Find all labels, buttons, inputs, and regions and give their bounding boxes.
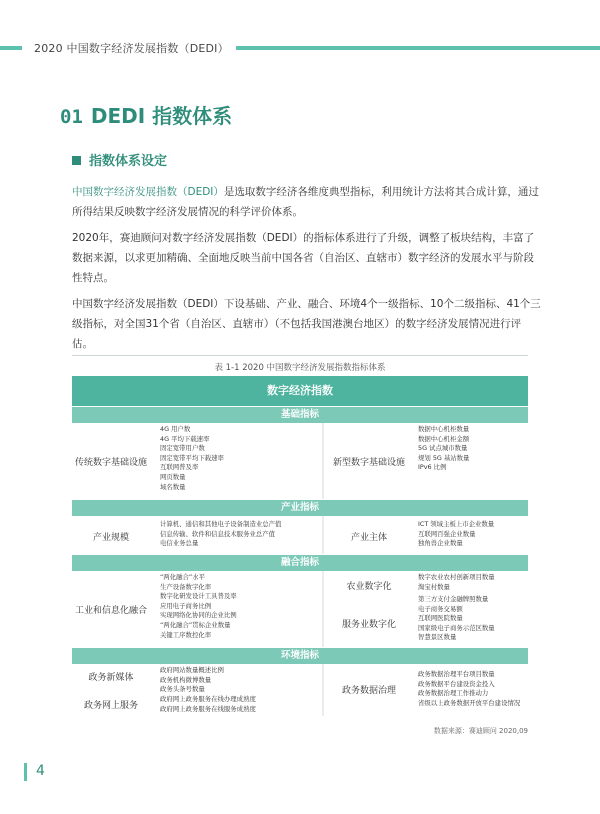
indicator-item: 政府网上政务服务在线服务成熟度 bbox=[160, 704, 256, 713]
indicator-item: 域名数量 bbox=[160, 482, 186, 491]
indicator-item: 政府网站数量概述比例 bbox=[160, 666, 224, 674]
indicator-item: “两化融合”水平 bbox=[160, 573, 205, 581]
header-accent-bar-left bbox=[0, 46, 22, 50]
band-environment bbox=[72, 664, 528, 716]
indicator-item: 数字农业农村创新项目数量 bbox=[418, 573, 495, 581]
indicator-item: 关键工序数控化率 bbox=[160, 630, 212, 639]
paragraph-3: 中国数字经济发展指数（DEDI）下设基础、产业、融合、环境4个一级指标、10个二级指标、41个三级指标，对全国31个省（自治区、直辖市）（不包括我国港澳台地区）的数字经济发展情况进行评估。 bbox=[72, 298, 541, 350]
indicator-item: 计算机、通信和其他电子设备制造业总产值 bbox=[160, 520, 282, 528]
paragraph-2: 2020年，赛迪顾问对数字经济发展指数（DEDI）的指标体系进行了升级，调整了板块结构，丰富了数据来源，以求更加精确、全面地反映当前中国各省（自治区、直辖市）数字经济的发展水平与阶段性特点。 bbox=[72, 232, 535, 284]
indicator-item: 数据中心机柜金额 bbox=[418, 434, 470, 443]
column-divider bbox=[322, 571, 324, 647]
indicator-list bbox=[418, 670, 520, 708]
indicator-list bbox=[160, 425, 224, 492]
table-caption: 表 1-1 2020 中国数字经济发展指数指标体系 bbox=[214, 363, 386, 373]
indicator-item: 4G 平均下载速率 bbox=[160, 434, 210, 443]
label-industry-subject: 产业主体 bbox=[350, 533, 387, 543]
indicator-item: 固定宽带平均下载速率 bbox=[160, 453, 224, 462]
square-bullet-icon bbox=[72, 156, 81, 165]
indicator-item: 互联网医院数量 bbox=[418, 614, 463, 623]
section-number: 01 bbox=[60, 106, 83, 128]
section-title-text: DEDI 指数体系 bbox=[90, 104, 233, 128]
indicator-item: 政务数据治理平台项目数量 bbox=[418, 670, 495, 678]
column-divider bbox=[322, 664, 324, 716]
label-gov-online-service: 政务网上服务 bbox=[83, 701, 138, 711]
indicator-list bbox=[418, 573, 495, 592]
header-accent-bar-right bbox=[236, 46, 600, 50]
indicator-item: 政府网上政务服务在线办理成熟度 bbox=[160, 695, 256, 703]
indicator-list bbox=[418, 595, 495, 643]
indicator-item: 5G 试点城市数量 bbox=[418, 444, 468, 453]
indicator-item: 智慧景区数量 bbox=[418, 633, 457, 642]
paragraph-1 bbox=[72, 182, 542, 222]
label-gov-data-governance: 政务数据治理 bbox=[341, 686, 396, 696]
indicator-list bbox=[418, 520, 494, 549]
indicator-list bbox=[160, 695, 256, 714]
indicator-item: ICT 领域主板上市企业数量 bbox=[418, 520, 495, 528]
band-basic bbox=[72, 423, 528, 499]
indicator-item: 电子商务交易额 bbox=[418, 604, 463, 613]
indicator-item: 信息传输、软件和信息技术服务业总产值 bbox=[160, 529, 276, 538]
indicator-item: IPv6 比例 bbox=[418, 463, 447, 472]
subsection-title-text: 指数体系设定 bbox=[89, 154, 168, 169]
indicator-item: “两化融合”贯标企业数量 bbox=[160, 620, 231, 629]
indicator-item: 数据中心机柜数量 bbox=[418, 425, 470, 433]
indicator-list bbox=[160, 573, 237, 640]
indicator-item: 数字化研发设计工具普及率 bbox=[160, 592, 237, 601]
page-number-bar bbox=[24, 763, 27, 781]
label-industrial-fusion: 工业和信息化融合 bbox=[74, 606, 147, 616]
column-divider bbox=[322, 516, 324, 554]
band-industry bbox=[72, 516, 528, 554]
indicator-item: 网页数量 bbox=[160, 472, 186, 481]
indicator-item: 政务数据治理工作推动力 bbox=[418, 689, 489, 698]
indicator-item: 互联网普及率 bbox=[160, 463, 199, 472]
indicator-item: 应用电子商务比例 bbox=[160, 601, 212, 610]
indicator-item: 省级以上政务数据开放平台建设情况 bbox=[418, 698, 521, 707]
indicator-item: 生产设备数字化率 bbox=[160, 582, 212, 591]
indicator-list bbox=[418, 425, 469, 473]
table-separator-line bbox=[72, 355, 528, 356]
category-industry: 产业指标 bbox=[72, 500, 528, 516]
indicator-item: 淘宝村数量 bbox=[418, 582, 450, 591]
indicator-item: 政务头条号数量 bbox=[160, 685, 205, 694]
column-divider bbox=[322, 423, 324, 499]
category-basic: 基础指标 bbox=[72, 407, 528, 423]
label-service-digital: 服务业数字化 bbox=[341, 620, 396, 630]
label-industry-scale: 产业规模 bbox=[92, 533, 129, 543]
indicator-list bbox=[160, 520, 281, 549]
data-source-note: 数据来源：赛迪顾问 2020,09 bbox=[433, 727, 528, 735]
indicator-item: 政务数据平台建设资金投入 bbox=[418, 679, 495, 688]
paragraph-1-text: 是选取数字经济各维度典型指标，利用统计方法将其合成计算，通过所得结果反映数字经济发展情况的科学评价体系。 bbox=[72, 186, 539, 218]
subsection-title bbox=[72, 150, 167, 169]
label-agriculture-digital: 农业数字化 bbox=[346, 582, 392, 592]
index-system-table bbox=[72, 376, 528, 716]
section-title bbox=[60, 100, 232, 129]
indicator-item: 电信业务总量 bbox=[160, 539, 199, 548]
indicator-item: 固定宽带用户数 bbox=[160, 444, 205, 453]
page-number: 4 bbox=[36, 763, 45, 779]
label-gov-new-media: 政务新媒体 bbox=[88, 673, 134, 683]
label-traditional-infra: 传统数字基础设施 bbox=[74, 458, 147, 468]
indicator-item: 国家级电子商务示范区数量 bbox=[418, 623, 495, 632]
running-header-title: 2020 中国数字经济发展指数（DEDI） bbox=[34, 42, 229, 55]
indicator-item: 政务机构微博数量 bbox=[160, 675, 212, 684]
indicator-item: 规划 5G 基站数量 bbox=[418, 453, 470, 462]
indicator-item: 互联网百强企业数量 bbox=[418, 529, 476, 538]
table-header: 数字经济指数 bbox=[72, 376, 528, 406]
indicator-item: 4G 用户数 bbox=[160, 425, 191, 433]
indicator-item: 独角兽企业数量 bbox=[418, 539, 463, 548]
paragraph-1-highlight: 中国数字经济发展指数（DEDI） bbox=[72, 186, 224, 198]
indicator-item: 实现网络化协同的企业比例 bbox=[160, 611, 237, 620]
category-fusion: 融合指标 bbox=[72, 555, 528, 571]
label-new-infra: 新型数字基础设施 bbox=[332, 458, 405, 468]
category-environment: 环境指标 bbox=[72, 648, 528, 664]
indicator-item: 第三方支付金融牌照数量 bbox=[418, 595, 489, 603]
band-fusion bbox=[72, 571, 528, 647]
indicator-list bbox=[160, 666, 224, 695]
